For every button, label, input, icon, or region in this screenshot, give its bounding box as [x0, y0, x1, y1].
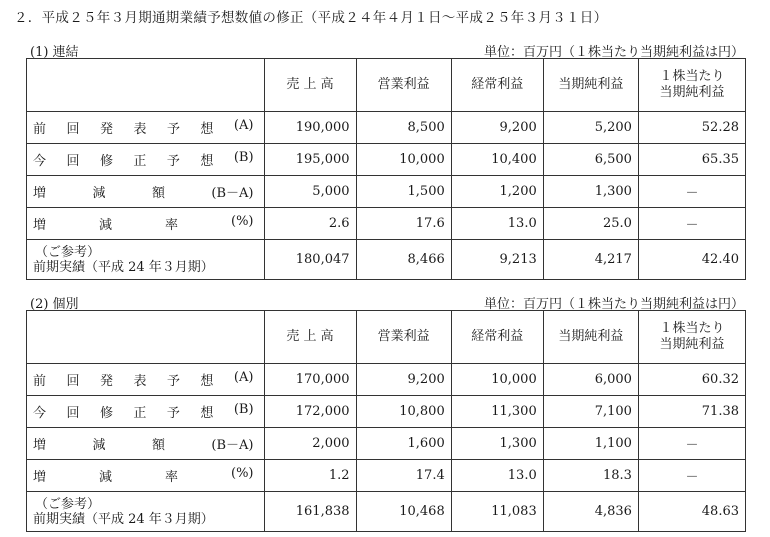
row-label-char: 率 — [165, 470, 179, 485]
cell-operating-income: 8,466 — [356, 240, 451, 280]
row-label-char: 減 — [92, 186, 106, 201]
row-label-char: 修 — [99, 154, 113, 169]
header-sales: 売 上 高 — [264, 59, 356, 112]
individual-table — [26, 310, 746, 532]
row-label: （ご参考） 前期実績（平成 24 年３月期） — [27, 492, 265, 532]
row-label-char: 減 — [92, 438, 106, 453]
header-net-income: 当期純利益 — [543, 311, 638, 364]
cell-net-income: 5,200 — [543, 112, 638, 144]
header-operating-income: 営業利益 — [356, 311, 451, 364]
table-row-change-rate — [27, 208, 746, 240]
row-label: （ご参考） 前期実績（平成 24 年３月期） — [27, 240, 265, 280]
row-label-char: 正 — [133, 154, 147, 169]
cell-operating-income: 10,800 — [356, 396, 451, 428]
row-label-char: 予 — [166, 154, 180, 169]
section-title: ２．平成２５年３月期通期業績予想数値の修正（平成２４年４月１日～平成２５年３月３１日） — [14, 10, 608, 26]
row-label-char: 予 — [166, 406, 180, 421]
individual-label: (2) 個別 — [30, 297, 79, 312]
cell-net-income: 25.0 — [543, 208, 638, 240]
row-label-char: 正 — [133, 406, 147, 421]
cell-ordinary-income: 13.0 — [451, 460, 543, 492]
cell-sales: 2.6 — [264, 208, 356, 240]
header-eps: １株当たり 当期純利益 — [638, 311, 745, 364]
cell-net-income: 4,836 — [543, 492, 638, 532]
cell-sales: 2,000 — [264, 428, 356, 460]
row-label-char: 想 — [200, 122, 214, 137]
cell-sales: 161,838 — [264, 492, 356, 532]
cell-ordinary-income: 10,400 — [451, 144, 543, 176]
header-net-income: 当期純利益 — [543, 59, 638, 112]
individual-section — [26, 292, 746, 532]
cell-ordinary-income: 1,200 — [451, 176, 543, 208]
consolidated-unit-note: 単位：百万円（１株当たり当期純利益は円） — [483, 45, 744, 60]
row-label-char: 増 — [33, 470, 47, 485]
row-label-char: 発 — [99, 374, 113, 389]
cell-eps: － — [638, 208, 745, 240]
table-row-change-rate — [27, 460, 746, 492]
cell-net-income: 1,100 — [543, 428, 638, 460]
row-label-char: 率 — [165, 218, 179, 233]
header-eps: １株当たり 当期純利益 — [638, 59, 745, 112]
consolidated-label: (1) 連結 — [30, 45, 79, 60]
cell-ordinary-income: 11,300 — [451, 396, 543, 428]
cell-eps: 65.35 — [638, 144, 745, 176]
row-label-char: 予 — [166, 122, 180, 137]
row-label-char: 減 — [99, 470, 113, 485]
row-label-char: 修 — [99, 406, 113, 421]
header-blank — [27, 59, 265, 112]
cell-ordinary-income: 9,200 — [451, 112, 543, 144]
header-row — [27, 59, 746, 112]
row-label — [27, 208, 265, 240]
row-label — [27, 144, 265, 176]
cell-operating-income: 1,600 — [356, 428, 451, 460]
cell-ordinary-income: 10,000 — [451, 364, 543, 396]
cell-eps: 52.28 — [638, 112, 745, 144]
row-label-char: (A) — [233, 370, 254, 385]
row-label-char: 表 — [133, 122, 147, 137]
header-operating-income: 営業利益 — [356, 59, 451, 112]
cell-sales: 1.2 — [264, 460, 356, 492]
consolidated-table — [26, 58, 746, 280]
row-label — [27, 176, 265, 208]
cell-operating-income: 1,500 — [356, 176, 451, 208]
cell-operating-income: 17.6 — [356, 208, 451, 240]
individual-unit-note: 単位：百万円（１株当たり当期純利益は円） — [483, 297, 744, 312]
cell-eps: － — [638, 460, 745, 492]
row-label-char: 予 — [166, 374, 180, 389]
row-label-char: 回 — [66, 406, 80, 421]
table-row-change-amount — [27, 176, 746, 208]
row-label-char: 額 — [151, 438, 165, 453]
cell-ordinary-income: 9,213 — [451, 240, 543, 280]
row-label-char: (%) — [231, 466, 254, 481]
row-label — [27, 428, 265, 460]
row-label-char: 前 — [33, 122, 47, 137]
row-label-char: 前 — [33, 374, 47, 389]
table-row-change-amount — [27, 428, 746, 460]
row-label-char: 増 — [33, 186, 47, 201]
cell-sales: 170,000 — [264, 364, 356, 396]
cell-sales: 180,047 — [264, 240, 356, 280]
row-label-char: (B) — [233, 402, 254, 417]
cell-eps: － — [638, 176, 745, 208]
cell-operating-income: 9,200 — [356, 364, 451, 396]
cell-sales: 5,000 — [264, 176, 356, 208]
cell-net-income: 1,300 — [543, 176, 638, 208]
table-row-previous-results — [27, 240, 746, 280]
row-label-char: 想 — [200, 406, 214, 421]
cell-eps: 60.32 — [638, 364, 745, 396]
table-row-previous-forecast — [27, 112, 746, 144]
header-blank — [27, 311, 265, 364]
cell-eps: 48.63 — [638, 492, 745, 532]
row-label-char: (B－A) — [211, 438, 254, 453]
cell-sales: 190,000 — [264, 112, 356, 144]
header-ordinary-income: 経常利益 — [451, 59, 543, 112]
row-label — [27, 396, 265, 428]
cell-operating-income: 8,500 — [356, 112, 451, 144]
row-label-char: 発 — [99, 122, 113, 137]
header-row — [27, 311, 746, 364]
cell-sales: 195,000 — [264, 144, 356, 176]
table-row-previous-forecast — [27, 364, 746, 396]
row-label-char: 想 — [200, 374, 214, 389]
row-label — [27, 112, 265, 144]
row-label-char: (B－A) — [211, 186, 254, 201]
cell-eps: － — [638, 428, 745, 460]
cell-net-income: 6,500 — [543, 144, 638, 176]
cell-operating-income: 10,468 — [356, 492, 451, 532]
cell-eps: 42.40 — [638, 240, 745, 280]
row-label-char: 回 — [66, 154, 80, 169]
row-label-char: (%) — [231, 214, 254, 229]
header-ordinary-income: 経常利益 — [451, 311, 543, 364]
row-label-char: 回 — [66, 374, 80, 389]
cell-operating-income: 10,000 — [356, 144, 451, 176]
cell-ordinary-income: 11,083 — [451, 492, 543, 532]
table-row-revised-forecast — [27, 396, 746, 428]
row-label-char: 想 — [200, 154, 214, 169]
row-label-char: 表 — [133, 374, 147, 389]
row-label-char: 回 — [66, 122, 80, 137]
cell-net-income: 7,100 — [543, 396, 638, 428]
consolidated-section — [26, 40, 746, 280]
row-label-char: (A) — [233, 118, 254, 133]
cell-net-income: 6,000 — [543, 364, 638, 396]
row-label — [27, 460, 265, 492]
row-label-char: 今 — [33, 154, 47, 169]
row-label-char: 額 — [151, 186, 165, 201]
row-label-char: 増 — [33, 218, 47, 233]
row-label-char: 増 — [33, 438, 47, 453]
table-row-revised-forecast — [27, 144, 746, 176]
cell-ordinary-income: 1,300 — [451, 428, 543, 460]
row-label-char: 今 — [33, 406, 47, 421]
cell-net-income: 4,217 — [543, 240, 638, 280]
cell-ordinary-income: 13.0 — [451, 208, 543, 240]
cell-net-income: 18.3 — [543, 460, 638, 492]
header-sales: 売 上 高 — [264, 311, 356, 364]
cell-eps: 71.38 — [638, 396, 745, 428]
table-row-previous-results — [27, 492, 746, 532]
row-label — [27, 364, 265, 396]
cell-operating-income: 17.4 — [356, 460, 451, 492]
row-label-char: (B) — [233, 150, 254, 165]
row-label-char: 減 — [99, 218, 113, 233]
cell-sales: 172,000 — [264, 396, 356, 428]
